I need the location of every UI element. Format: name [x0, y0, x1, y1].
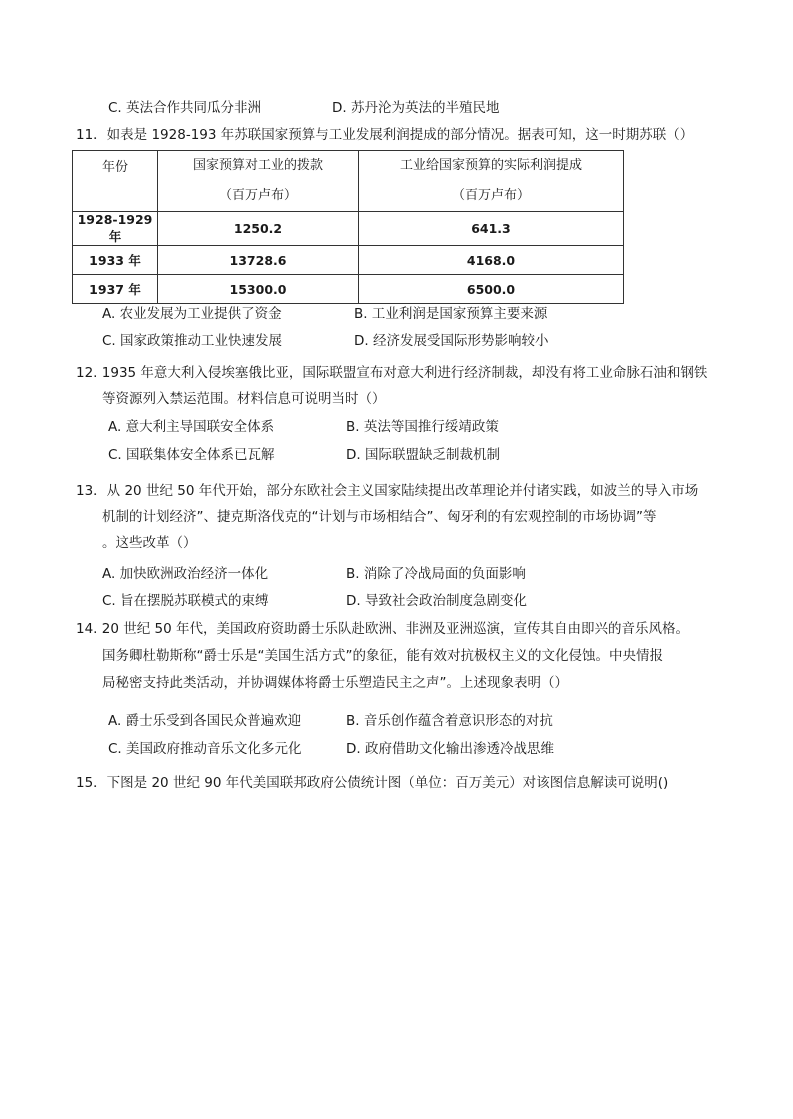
table-cell: 1937 年 — [73, 275, 158, 304]
q13-stem-line3: 。这些改革（） — [102, 535, 197, 551]
q14-stem-line3: 局秘密支持此类活动，并协调媒体将爵士乐塑造民主之声”。上述现象表明（） — [102, 675, 568, 691]
table-cell: 13728.6 — [158, 246, 359, 275]
header-allocation: 国家预算对工业的拨款 （百万卢布） — [158, 151, 359, 212]
table-header-row — [73, 151, 624, 212]
q13-option-a: A. 加快欧洲政治经济一体化 — [102, 566, 269, 582]
table-cell: 1933 年 — [73, 246, 158, 275]
q11-option-a: A. 农业发展为工业提供了资金 — [102, 306, 282, 322]
header-year: 年份 — [73, 151, 158, 212]
q12-stem-line2: 等资源列入禁运范围。材料信息可说明当时（） — [102, 391, 386, 407]
q11-stem: 11．如表是 1928-193 年苏联国家预算与工业发展利润提成的部分情况。据表可知，这一时期苏联（） — [76, 127, 694, 143]
q11-option-c: C. 国家政策推动工业快速发展 — [102, 333, 283, 349]
q12-stem-line1: 12. 1935 年意大利入侵埃塞俄比亚，国际联盟宣布对意大利进行经济制裁，却没有将工业命脉石油和钢铁 — [76, 365, 708, 381]
table-row — [73, 212, 624, 246]
q14-stem-line2: 国务卿杜勒斯称“爵士乐是“美国生活方式”的象征，能有效对抗极权主义的文化侵蚀。中央情报 — [102, 648, 663, 664]
table-cell: 1250.2 — [158, 212, 359, 246]
table-cell: 6500.0 — [359, 275, 624, 304]
q14-option-c: C. 美国政府推动音乐文化多元化 — [108, 741, 302, 757]
table-row — [73, 246, 624, 275]
table-cell: 15300.0 — [158, 275, 359, 304]
q13-stem-line2: 机制的计划经济”、捷克斯洛伐克的“计划与市场相结合”、匈牙利的有宏观控制的市场协调”等 — [102, 509, 657, 525]
q11-option-d: D. 经济发展受国际形势影响较小 — [354, 333, 549, 349]
table-cell: 1928-1929 年 — [73, 212, 158, 246]
table-row — [73, 275, 624, 304]
q10-option-d: D. 苏丹沦为英法的半殖民地 — [332, 100, 500, 116]
q13-stem-line1: 13．从 20 世纪 50 年代开始，部分东欧社会主义国家陆续提出改革理论并付诸实践，如波兰的导入市场 — [76, 483, 699, 499]
q12-option-c: C. 国联集体安全体系已瓦解 — [108, 447, 275, 463]
q12-option-d: D. 国际联盟缺乏制裁机制 — [346, 447, 500, 463]
q14-stem-line1: 14. 20 世纪 50 年代，美国政府资助爵士乐队赴欧洲、非洲及亚洲巡演，宣传其自由即兴的音乐风格。 — [76, 621, 689, 637]
q12-option-b: B. 英法等国推行绥靖政策 — [346, 419, 499, 435]
q11-option-b: B. 工业利润是国家预算主要来源 — [354, 306, 548, 322]
q13-option-b: B. 消除了冷战局面的负面影响 — [346, 566, 526, 582]
q13-option-c: C. 旨在摆脱苏联模式的束缚 — [102, 593, 269, 609]
q14-option-d: D. 政府借助文化输出渗透冷战思维 — [346, 741, 554, 757]
q13-option-d: D. 导致社会政治制度急剧变化 — [346, 593, 527, 609]
table-cell: 641.3 — [359, 212, 624, 246]
q11-table — [72, 150, 624, 304]
q14-option-a: A. 爵士乐受到各国民众普遍欢迎 — [108, 713, 302, 729]
q12-option-a: A. 意大利主导国联安全体系 — [108, 419, 275, 435]
q14-option-b: B. 音乐创作蕴含着意识形态的对抗 — [346, 713, 553, 729]
table-cell: 4168.0 — [359, 246, 624, 275]
q10-option-c: C. 英法合作共同瓜分非洲 — [108, 100, 262, 116]
q15-stem: 15．下图是 20 世纪 90 年代美国联邦政府公债统计图（单位：百万美元）对该图信息解读可说明() — [76, 775, 669, 791]
header-profit: 工业给国家预算的实际利润提成 （百万卢布） — [359, 151, 624, 212]
